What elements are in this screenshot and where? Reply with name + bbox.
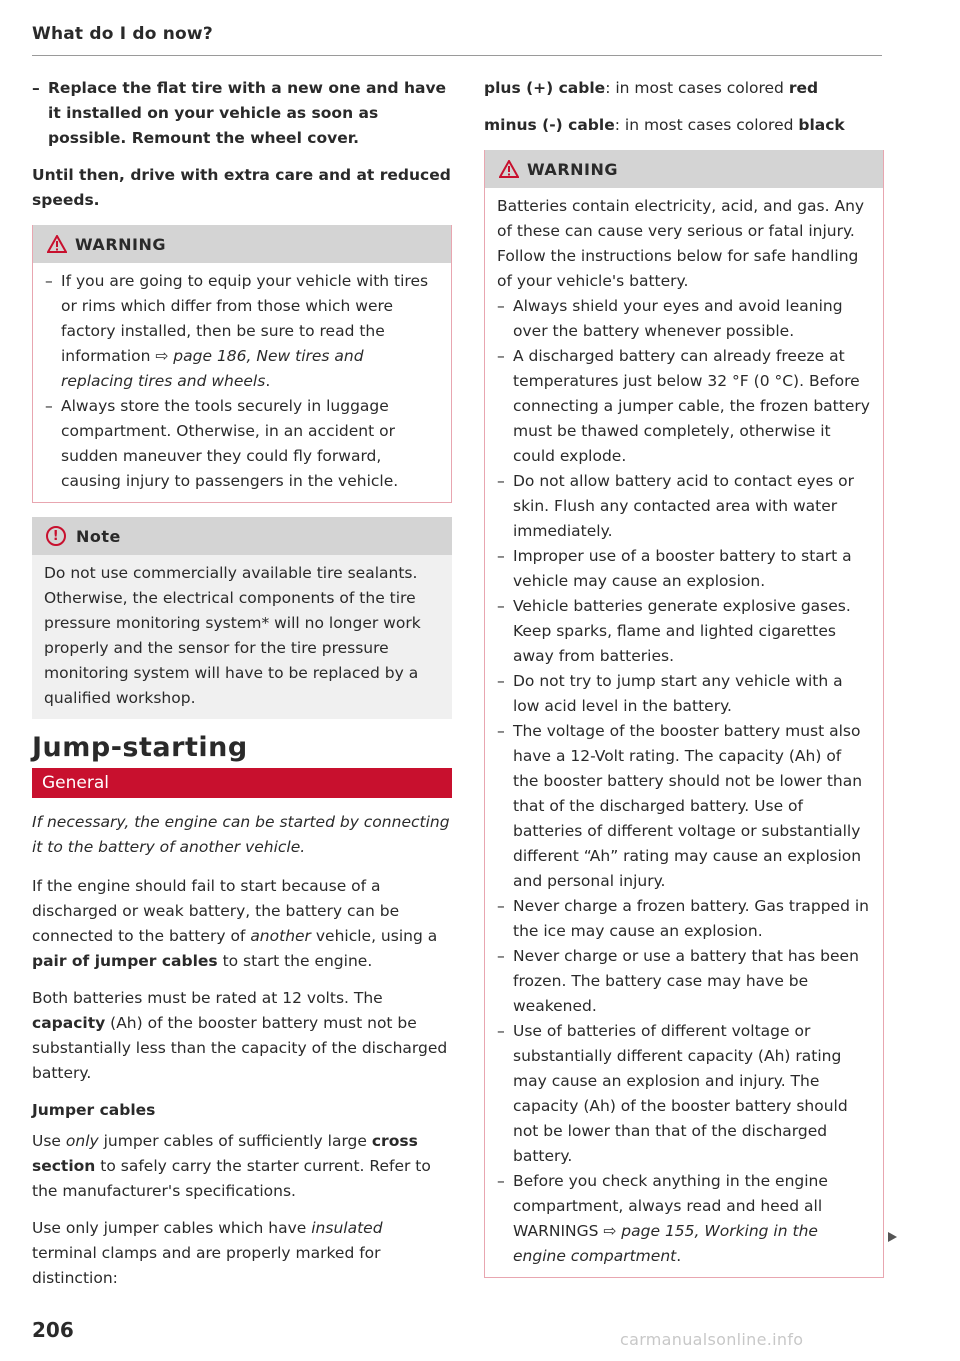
- warning-item: – Never charge a frozen battery. Gas trapped in the ice may cause an explosion.: [497, 894, 871, 944]
- replace-tire-step: – Replace the flat tire with a new one and have it installed on your vehicle as soon as possible. Remount the wheel cover.: [32, 76, 452, 151]
- until-then-text: Until then, drive with extra care and at reduced speeds.: [32, 166, 451, 209]
- text-run: to start the engine.: [217, 952, 373, 970]
- emphasis: insulated: [311, 1219, 383, 1237]
- warning-header: [33, 225, 451, 263]
- warning-item: [45, 269, 439, 394]
- intro-text: If necessary, the engine can be started by connecting it to the battery of another vehicle.: [32, 813, 450, 856]
- warning-item: – Always shield your eyes and avoid leaning over the battery whenever possible.: [497, 294, 871, 344]
- warning-item-end: .: [676, 1247, 682, 1265]
- warning-item-text: Before you check anything in the engine compartment, always read and heed all WARNINGS: [513, 1172, 828, 1240]
- jumper-cables-heading: Jumper cables: [32, 1101, 156, 1119]
- warning-body: [33, 263, 451, 502]
- warning-label: WARNING: [75, 234, 166, 254]
- plus-cable-line: [484, 76, 884, 101]
- warning-box-tires: [32, 225, 452, 503]
- paragraph: [32, 874, 452, 974]
- subsection-bar: General: [32, 768, 452, 798]
- bold-term: cross section: [32, 1132, 418, 1175]
- exclamation-circle-icon: !: [46, 526, 66, 546]
- page-reference-link[interactable]: ⇨ page 155, Working in the engine compartment: [513, 1222, 818, 1265]
- paragraph: [32, 1129, 452, 1204]
- warning-item: – Do not try to jump start any vehicle with a low acid level in the battery.: [497, 669, 871, 719]
- left-column: [32, 76, 452, 1303]
- text-run: jumper cables of sufficiently large: [98, 1132, 372, 1150]
- plus-cable-color: red: [788, 79, 819, 97]
- section-title: Jump-starting: [32, 732, 248, 763]
- warning-item: – Never charge or use a battery that has been frozen. The battery case may have be weakened.: [497, 944, 871, 1019]
- warning-item: [497, 1169, 871, 1269]
- emphasis: only: [65, 1132, 99, 1150]
- warning-triangle-icon: [47, 235, 67, 253]
- note-body: Do not use commercially available tire sealants. Otherwise, the electrical components of the tire pressure monitoring system* will no longer work properly and the sensor for the tire pressure monitoring system will have to be replaced by a qualified workshop.: [32, 555, 452, 719]
- header-title: What do I do now?: [32, 24, 213, 44]
- text-run: If the engine should fail to start because of a discharged or weak battery, the battery can be connected to the battery of: [32, 877, 400, 945]
- warning-item: – Improper use of a booster battery to start a vehicle may cause an explosion.: [497, 544, 871, 594]
- page-number: 206: [32, 1318, 74, 1342]
- warning-item-end: .: [265, 372, 271, 390]
- text-run: terminal clamps and are properly marked for distinction:: [32, 1244, 381, 1287]
- bold-term: capacity: [32, 1014, 106, 1032]
- text-run: (Ah) of the booster battery must not be substantially less than the capacity of the discharged battery.: [32, 1014, 448, 1082]
- bold-term: pair of jumper cables: [32, 952, 218, 970]
- paragraph: [32, 986, 452, 1086]
- warning-triangle-icon: [499, 160, 519, 178]
- plus-cable-label: plus (+) cable: [484, 79, 606, 97]
- warning-body: [485, 188, 883, 1277]
- warning-item: – Vehicle batteries generate explosive gases. Keep sparks, flame and lighted cigarettes away from batteries.: [497, 594, 871, 669]
- continued-arrow-icon: [888, 1232, 897, 1242]
- text-run: Use: [32, 1132, 66, 1150]
- note-label: Note: [76, 526, 121, 546]
- page-reference-link[interactable]: ⇨ page 186, New tires and replacing tires and wheels: [61, 347, 364, 390]
- text-run: : in most cases colored: [614, 116, 799, 134]
- warning-item: – Use of batteries of different voltage or substantially different capacity (Ah) rating may cause an explosion and injury. The capacity (Ah) of the booster battery should not be lower than that of the discharged battery.: [497, 1019, 871, 1169]
- warning-item: – Always store the tools securely in luggage compartment. Otherwise, in an accident or sudden maneuver they could fly forward, causing injury to passengers in the vehicle.: [45, 394, 439, 494]
- warning-box-battery: [484, 150, 884, 1278]
- text-run: to safely carry the starter current. Refer to the manufacturer's specifications.: [32, 1157, 431, 1200]
- warning-item: – A discharged battery can already freeze at temperatures just below 32 °F (0 °C). Before connecting a jumper cable, the frozen battery must be thawed completely, otherwise it could explode.: [497, 344, 871, 469]
- note-header: [32, 517, 452, 555]
- right-column: [484, 76, 884, 1292]
- watermark: carmanualsonline.info: [620, 1330, 804, 1349]
- minus-cable-label: minus (-) cable: [484, 116, 615, 134]
- page-header: [32, 24, 882, 56]
- emphasis: another: [250, 927, 311, 945]
- minus-cable-line: [484, 113, 884, 138]
- text-run: : in most cases colored: [605, 79, 789, 97]
- warning-item: – The voltage of the booster battery must also have a 12-Volt rating. The capacity (Ah) of the booster battery should not be lower than that of the discharged battery. Use of batteries of different voltage or substantially different “Ah” rating may cause an explosion and personal injury.: [497, 719, 871, 894]
- text-run: Both batteries must be rated at 12 volts. The: [32, 989, 383, 1007]
- warning-label: WARNING: [527, 159, 618, 179]
- text-run: vehicle, using a: [310, 927, 438, 945]
- warning-item-text: If you are going to equip your vehicle with tires or rims which differ from those which were factory installed, then be sure to read the information: [61, 272, 429, 365]
- warning-item: – Do not allow battery acid to contact eyes or skin. Flush any contacted area with water immediately.: [497, 469, 871, 544]
- minus-cable-color: black: [798, 116, 845, 134]
- warning-intro: Batteries contain electricity, acid, and gas. Any of these can cause very serious or fatal injury. Follow the instructions below for safe handling of your vehicle's battery.: [497, 197, 865, 290]
- note-box: [32, 517, 452, 719]
- paragraph: [32, 1216, 452, 1291]
- warning-header: [485, 150, 883, 188]
- text-run: Use only jumper cables which have: [32, 1219, 312, 1237]
